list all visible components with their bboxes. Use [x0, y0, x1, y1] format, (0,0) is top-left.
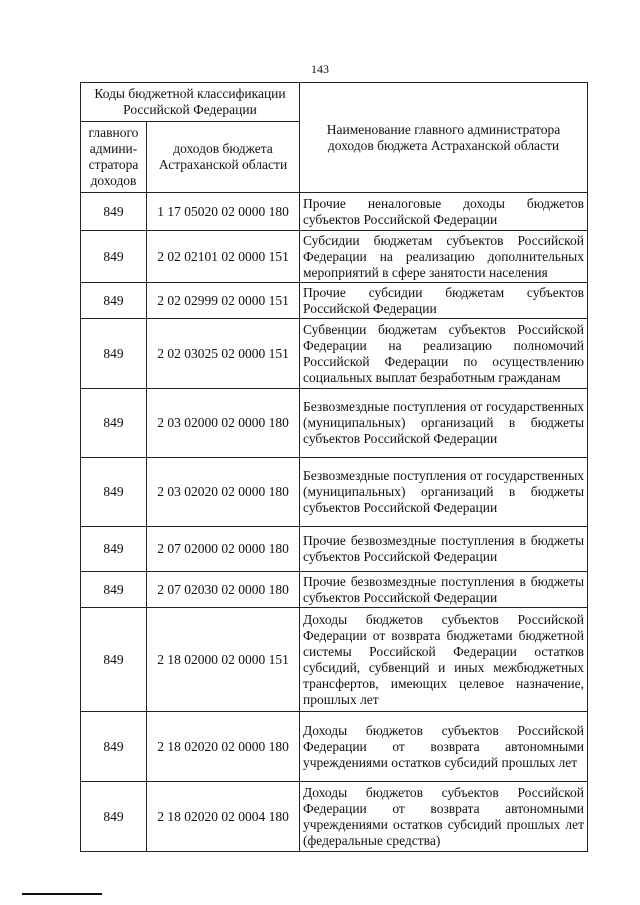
table-row [81, 389, 588, 458]
name-cell: Прочие безвозмездные поступления в бюджеты субъектов Российской Федерации [300, 527, 588, 572]
page-number: 143 [311, 62, 329, 76]
admin-code-cell: 849 [81, 231, 147, 283]
table-body [81, 193, 588, 852]
name-cell: Субсидии бюджетам субъектов Российской Федерации на реализацию дополнительных мероприятий в сфере занятости населения [300, 231, 588, 283]
admin-code-cell: 849 [81, 782, 147, 852]
income-code-cell: 2 18 02020 02 0000 180 [147, 712, 300, 782]
name-cell: Субвенции бюджетам субъектов Российской Федерации на реализацию полномочий Российской Федерации по осуществлению социальных выплат безработным гражданам [300, 319, 588, 389]
income-code-cell: 2 03 02000 02 0000 180 [147, 389, 300, 458]
income-code-cell: 2 07 02000 02 0000 180 [147, 527, 300, 572]
name-cell: Безвозмездные поступления от государственных (муниципальных) организаций в бюджеты субъектов Российской Федерации [300, 389, 588, 458]
header-classification-codes: Коды бюджетной классификации Российской Федерации [81, 83, 300, 122]
income-code-cell: 2 18 02000 02 0000 151 [147, 608, 300, 712]
admin-code-cell: 849 [81, 608, 147, 712]
name-cell: Прочие субсидии бюджетам субъектов Российской Федерации [300, 283, 588, 319]
name-cell: Доходы бюджетов субъектов Российской Федерации от возврата автономными учреждениями остатков субсидий прошлых лет [300, 712, 588, 782]
name-cell: Прочие безвозмездные поступления в бюджеты субъектов Российской Федерации [300, 572, 588, 608]
table-row [81, 193, 588, 231]
admin-code-cell: 849 [81, 458, 147, 527]
table-row [81, 608, 588, 712]
table-row [81, 572, 588, 608]
budget-codes-table [80, 82, 588, 852]
admin-code-cell: 849 [81, 319, 147, 389]
admin-code-cell: 849 [81, 572, 147, 608]
table-row [81, 458, 588, 527]
footnote-separator-line [22, 893, 102, 895]
header-admin-code: главного админи-стратора доходов [81, 122, 147, 193]
table-row [81, 231, 588, 283]
income-code-cell: 2 18 02020 02 0004 180 [147, 782, 300, 852]
admin-code-cell: 849 [81, 193, 147, 231]
name-cell: Прочие неналоговые доходы бюджетов субъектов Российской Федерации [300, 193, 588, 231]
admin-code-cell: 849 [81, 712, 147, 782]
admin-code-cell: 849 [81, 389, 147, 458]
income-code-cell: 1 17 05020 02 0000 180 [147, 193, 300, 231]
header-administrator-name: Наименование главного администратора доходов бюджета Астраханской области [300, 83, 588, 193]
name-cell: Доходы бюджетов субъектов Российской Федерации от возврата автономными учреждениями остатков субсидий прошлых лет (федеральные средства) [300, 782, 588, 852]
admin-code-cell: 849 [81, 283, 147, 319]
name-cell: Доходы бюджетов субъектов Российской Федерации от возврата бюджетами бюджетной системы Российской Федерации остатков субсидий, субвенций и иных межбюджетных трансфертов, имеющих целевое назначение, прошлых лет [300, 608, 588, 712]
name-cell: Безвозмездные поступления от государственных (муниципальных) организаций в бюджеты субъектов Российской Федерации [300, 458, 588, 527]
table-row [81, 319, 588, 389]
table-header [81, 83, 588, 193]
income-code-cell: 2 07 02030 02 0000 180 [147, 572, 300, 608]
table-row [81, 283, 588, 319]
table-row [81, 527, 588, 572]
income-code-cell: 2 02 02101 02 0000 151 [147, 231, 300, 283]
income-code-cell: 2 02 02999 02 0000 151 [147, 283, 300, 319]
income-code-cell: 2 03 02020 02 0000 180 [147, 458, 300, 527]
admin-code-cell: 849 [81, 527, 147, 572]
header-income-code: доходов бюджета Астраханской области [147, 122, 300, 193]
table-row [81, 782, 588, 852]
table-row [81, 712, 588, 782]
income-code-cell: 2 02 03025 02 0000 151 [147, 319, 300, 389]
